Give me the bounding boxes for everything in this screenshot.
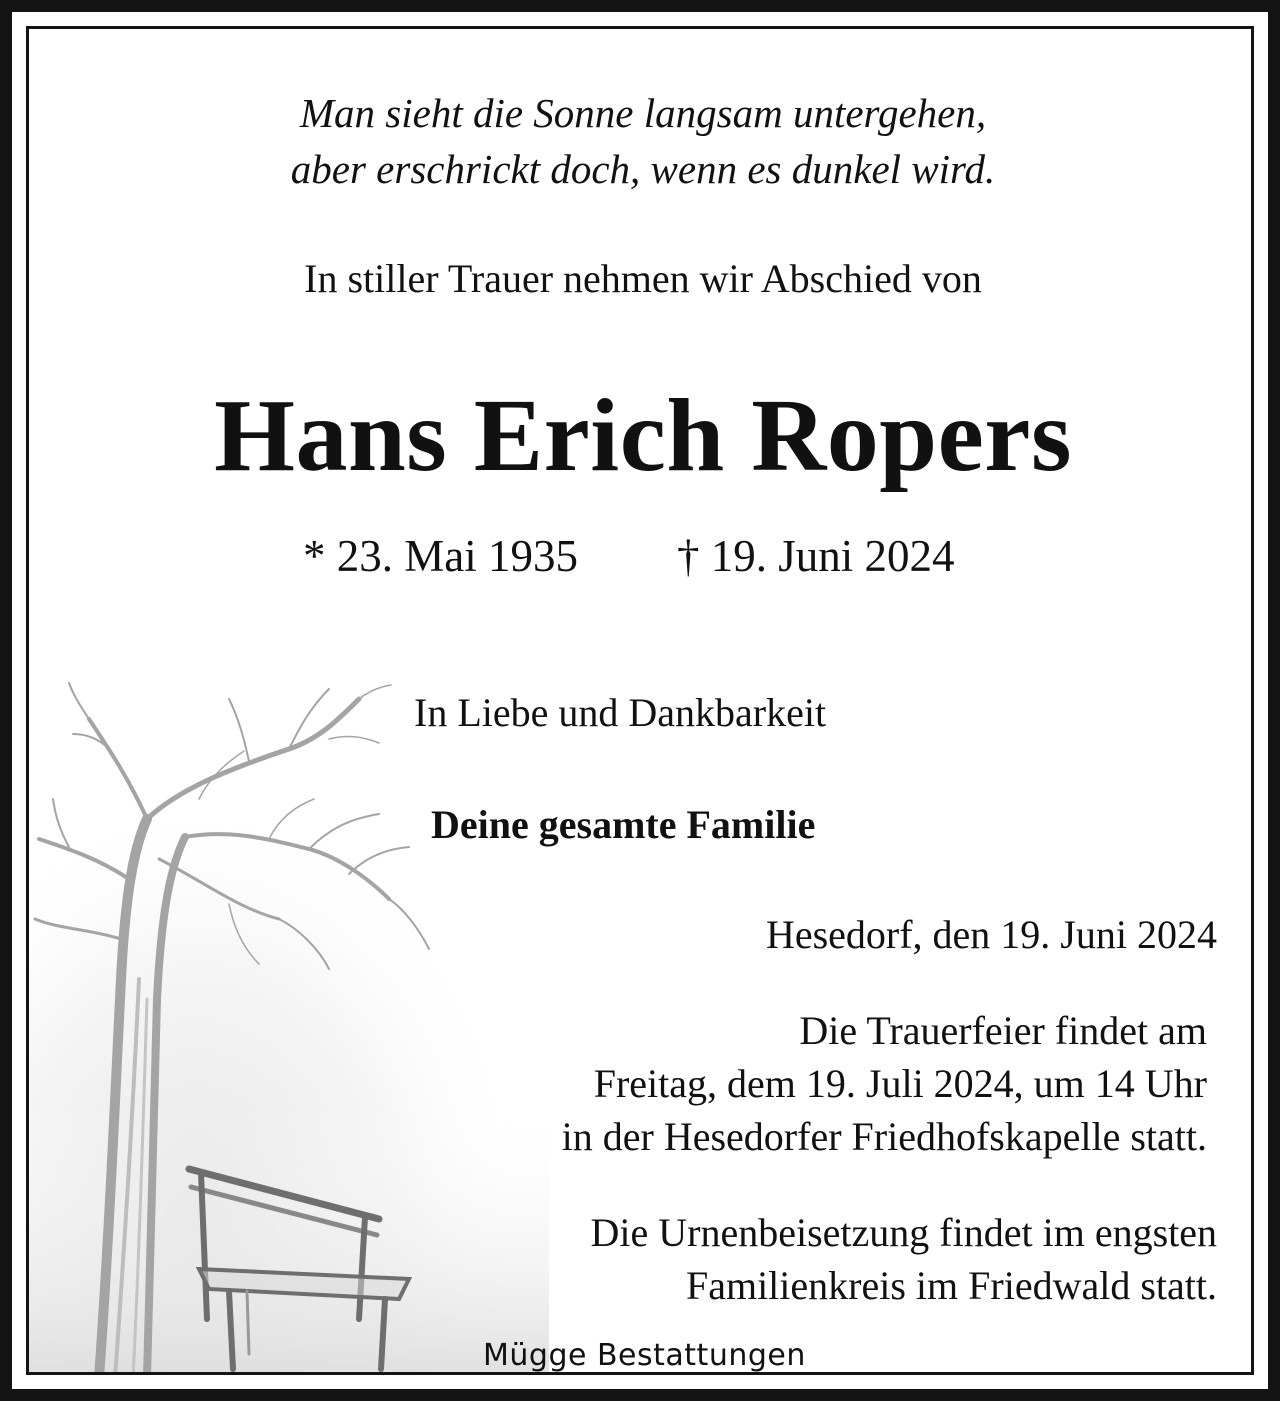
service-line-2: Freitag, dem 19. Juli 2024, um 14 Uhr: [593, 1061, 1207, 1106]
burial-line-2: Familienkreis im Friedwald statt.: [685, 1263, 1217, 1308]
farewell-intro: In stiller Trauer nehmen wir Abschied von: [304, 256, 982, 301]
birth-date: * 23. Mai 1935: [303, 531, 578, 581]
death-date: † 19. Juni 2024: [677, 531, 955, 581]
inner-frame: [26, 26, 1254, 1375]
mourners: Deine gesamte Familie: [431, 802, 816, 847]
burial-line-1: Die Urnenbeisetzung findet im engsten: [590, 1210, 1217, 1255]
service-line-3: in der Hesedorfer Friedhofskapelle statt.: [561, 1114, 1207, 1159]
quote-line-2: aber erschrickt doch, wenn es dunkel wird.: [290, 146, 996, 192]
service-line-1: Die Trauerfeier findet am: [799, 1008, 1207, 1053]
closing-phrase: In Liebe und Dankbarkeit: [414, 690, 827, 735]
deceased-name: Hans Erich Ropers: [214, 378, 1072, 493]
undertaker-signature: Mügge Bestattungen: [483, 1338, 806, 1373]
quote-line-1: Man sieht die Sonne langsam untergehen,: [299, 90, 987, 136]
tree-bench-illustration: [29, 679, 589, 1375]
place-date: Hesedorf, den 19. Juni 2024: [765, 912, 1217, 957]
